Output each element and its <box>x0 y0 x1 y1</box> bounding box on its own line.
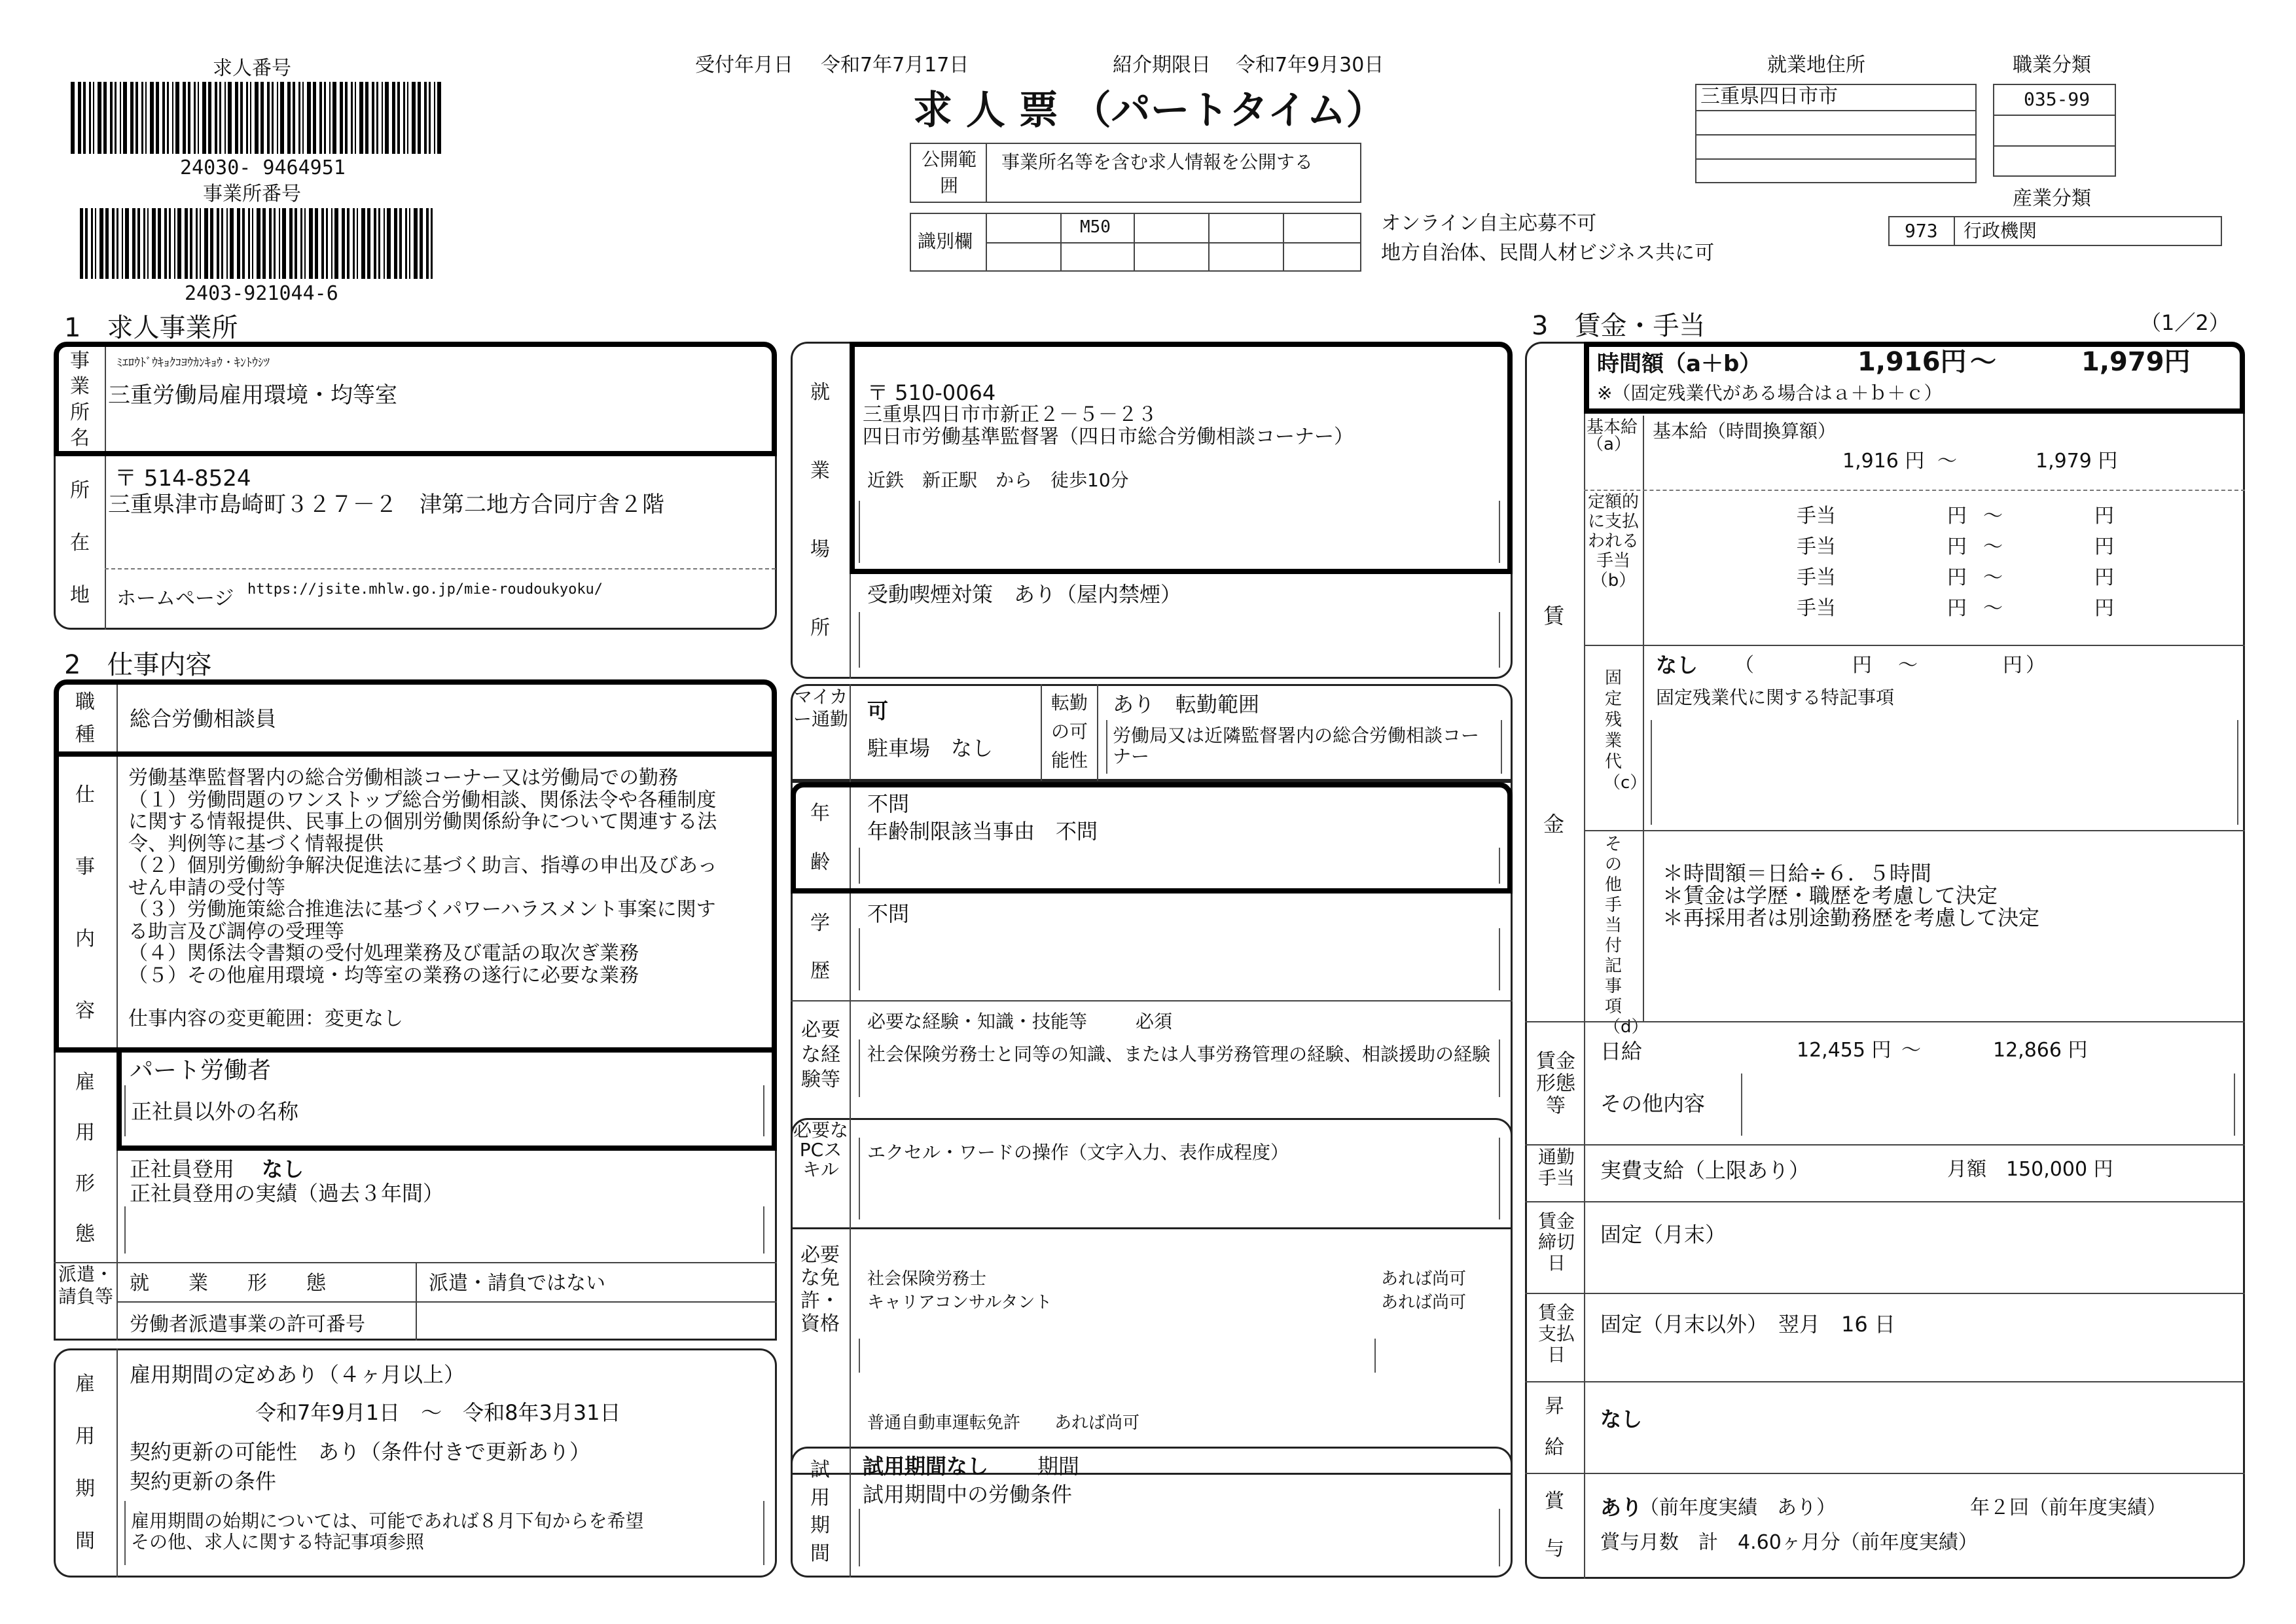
regular-hire-label: 正社員登用 <box>130 1157 235 1182</box>
job-description-line: （２）個別労働紛争解決促進法に基づく助言、指導の申出及びあっ <box>128 854 717 877</box>
other-note-3: ＊再採用者は別途勤務歴を考慮して決定 <box>1662 905 2040 930</box>
commute-allowance-value: 実費支給（上限あり） <box>1600 1158 1810 1183</box>
wage-form-label: 賃金形態等 <box>1536 1050 1575 1117</box>
homepage-label: ホームページ <box>117 587 234 610</box>
section3-heading: 3 賃金・手当 <box>1532 311 1706 341</box>
received-date: 令和7年7月17日 <box>821 54 969 77</box>
workplace-name: 四日市労働基準監督署（四日市総合労働相談コーナー） <box>863 425 1354 448</box>
job-description-line: （５）その他雇用環境・均等室の業務の遂行に必要な業務 <box>128 964 639 987</box>
license-bracket <box>859 1339 1376 1373</box>
education-value: 不問 <box>867 901 910 926</box>
office-number: 2403-921044-6 <box>185 282 338 305</box>
other-allowance-label: その他手当付記事項（d） <box>1604 835 1649 1037</box>
allowance-tilde: ～ <box>1983 535 2003 558</box>
base-pay-label: 基本給（a） <box>1587 418 1638 454</box>
transfer-range: 労働局又は近隣監督署内の総合労働相談コーナー <box>1113 725 1480 767</box>
job-description <box>128 767 717 986</box>
allowance-name: 手当 <box>1797 535 1836 558</box>
job-description-label: 仕 事 内 容 <box>75 784 95 1022</box>
workplace-postal: 〒 510-0064 <box>867 380 996 405</box>
transfer-label: 転勤の可能性 <box>1050 692 1088 771</box>
trial-value: 試用期間なし <box>863 1454 989 1479</box>
bonus-label: 賞 与 <box>1545 1490 1564 1561</box>
daily-tilde: ～ <box>1901 1039 1921 1062</box>
other-content-bracket <box>1741 1074 2235 1136</box>
hourly-tilde: ～ <box>1970 347 1996 377</box>
age-limit: 年齢制限該当事由 不問 <box>867 819 1098 844</box>
bonus-times: 年２回（前年度実績） <box>1970 1496 2166 1519</box>
allowance-name: 手当 <box>1797 505 1836 528</box>
closing-date-label: 賃金締切日 <box>1537 1210 1575 1274</box>
job-description-line: （１）労働問題のワンストップ総合労働相談、関係法令や各種制度 <box>128 788 717 812</box>
fixed-overtime-tilde: ～ <box>1898 654 1918 677</box>
job-class: 035-99 <box>2024 88 2090 110</box>
employment-type: パート労働者 <box>130 1057 272 1084</box>
allowance-name: 手当 <box>1797 597 1836 620</box>
id-label: 識別欄 <box>918 230 973 252</box>
job-change-scope: 仕事内容の変更範囲：変更なし <box>128 1007 403 1030</box>
experience-label: 必要な経験等 <box>801 1019 840 1091</box>
section1-heading: 1 求人事業所 <box>64 313 238 343</box>
employment-period-label: 雇 用 期 間 <box>75 1373 95 1553</box>
industry-name: 行政機関 <box>1964 220 2037 242</box>
regular-hire-value: なし <box>262 1157 304 1182</box>
daily-label: 日給 <box>1600 1039 1643 1064</box>
job-description-line: 令、判例等に基づく情報提供 <box>128 832 384 856</box>
workplace-label: 就 業 場 所 <box>810 381 830 640</box>
employer-name: 三重労働局雇用環境・均等室 <box>108 382 397 408</box>
trial-bracket <box>859 1509 1500 1566</box>
page-indicator: （1／2） <box>2140 310 2230 335</box>
pc-skill-label: 必要なPCスキル <box>793 1119 849 1180</box>
driver-license: 普通自動車運転免許 あれば尚可 <box>867 1413 1140 1433</box>
hourly-max: 1,979円 <box>2081 347 2191 377</box>
age-value: 不問 <box>867 791 910 816</box>
allowance-yen-max: 円 <box>2094 566 2114 589</box>
pc-skill-bracket <box>859 1138 1500 1219</box>
period-range: 令和7年9月1日 ～ 令和8年3月31日 <box>255 1400 621 1425</box>
daily-max: 12,866 円 <box>1993 1039 2088 1062</box>
experience-required: 必須 <box>1136 1011 1173 1032</box>
smoking-bracket <box>859 612 1500 668</box>
base-pay-min: 1,916 円 <box>1842 450 1925 473</box>
hourly-min: 1,916円 <box>1857 347 1967 377</box>
job-description-line: （３）労働施策総合推進法に基づくパワーハラスメント事案に関す <box>128 898 716 921</box>
other-note-1: ＊時間額＝日給÷６．５時間 <box>1662 861 1931 886</box>
allowance-name: 手当 <box>1797 566 1836 589</box>
local-gov-note: 地方自治体、民間人材ビジネス共に可 <box>1381 242 1715 264</box>
job-number: 24030- 9464951 <box>180 156 346 179</box>
office-number-label: 事業所番号 <box>203 183 301 206</box>
license-label: 必要な免許・資格 <box>800 1244 840 1335</box>
closing-date-value: 固定（月末） <box>1600 1222 1727 1247</box>
regular-hire-record: 正社員登用の実績（過去３年間） <box>130 1181 444 1206</box>
car-commute-label: マイカー通勤 <box>793 686 849 730</box>
age-label: 年 齢 <box>810 801 830 874</box>
payday-value: 固定（月末以外） 翌月 16 日 <box>1600 1312 1895 1337</box>
homepage-link[interactable]: https://jsite.mhlw.go.jp/mie-roudoukyoku/ <box>247 581 603 598</box>
work-address: 三重県四日市市 <box>1700 85 1838 108</box>
received-label: 受付年月日 <box>695 54 793 77</box>
deadline-label: 紹介期限日 <box>1113 54 1211 77</box>
section2-heading: 2 仕事内容 <box>64 650 212 680</box>
employer-name-kana: ﾐｴﾛｳﾄﾞｳｷｮｸｺﾖｳｶﾝｷｮｳ・ｷﾝﾄｳｼﾂ <box>117 356 270 370</box>
allowance-yen: 円 <box>1947 535 1967 558</box>
allowance-tilde: ～ <box>1983 566 2003 589</box>
allowance-yen: 円 <box>1947 597 1967 620</box>
transfer-value: あり 転勤範囲 <box>1113 692 1260 717</box>
fixed-overtime-label: 固定残業代（c） <box>1604 668 1647 793</box>
regular-hire-bracket <box>124 1206 764 1254</box>
id-value: M50 <box>1080 217 1111 237</box>
allowance-yen-max: 円 <box>2094 535 2114 558</box>
other-note-2: ＊賃金は学歴・職歴を考慮して決定 <box>1662 883 1998 908</box>
hourly-label: 時間額（a＋b） <box>1597 351 1762 377</box>
bonus-record: （前年度実績 あり） <box>1640 1496 1836 1519</box>
allowance-tilde: ～ <box>1983 597 2003 620</box>
fixed-overtime-value: なし <box>1656 653 1698 677</box>
job-title: 総合労働相談員 <box>130 706 277 731</box>
allowance-yen: 円 <box>1947 566 1967 589</box>
job-description-line: （４）関係法令書類の受付処理業務及び電話の取次ぎ業務 <box>128 942 639 965</box>
trial-conditions: 試用期間中の労働条件 <box>863 1482 1073 1507</box>
workplace-bracket <box>859 501 1500 563</box>
office-number-barcode <box>80 208 437 279</box>
job-description-line: せん申請の受付等 <box>128 876 285 899</box>
address-label: 所 在 地 <box>70 479 90 607</box>
job-description-line: に関する情報提供、民事上の個別労働関係紛争について関連する法 <box>128 810 717 833</box>
fixed-overtime-bracket <box>1651 720 2238 825</box>
dispatch-label: 派遣・請負等 <box>58 1263 113 1307</box>
base-pay-max: 1,979 円 <box>2036 450 2118 473</box>
experience-detail: 社会保険労務士と同等の知識、または人事労務管理の経験、相談援助の経験 <box>867 1043 1491 1065</box>
base-pay-tilde: ～ <box>1937 450 1957 473</box>
allowance-yen-max: 円 <box>2094 505 2114 528</box>
daily-min: 12,455 円 <box>1797 1039 1892 1062</box>
job-class-label: 職業分類 <box>2013 54 2091 77</box>
trial-period-label: 期間 <box>1037 1454 1080 1479</box>
industry-code: 973 <box>1905 220 1938 242</box>
bonus-months: 賞与月数 計 4.60ヶ月分（前年度実績） <box>1600 1531 1978 1554</box>
renewal-possibility: 契約更新の可能性 あり（条件付きで更新あり） <box>130 1439 591 1464</box>
work-form-label: 就 業 形 態 <box>130 1272 326 1295</box>
raise-value: なし <box>1600 1407 1643 1432</box>
document-title: 求 人 票 （パートタイム） <box>913 88 1386 134</box>
dispatch-permit-label: 労働者派遣事業の許可番号 <box>130 1313 365 1336</box>
license-1: 社会保険労務士 <box>867 1269 987 1289</box>
education-label: 学 歴 <box>810 912 830 983</box>
allowance-tilde: ～ <box>1983 505 2003 528</box>
workplace-address: 三重県四日市市新正２－５－２３ <box>863 403 1157 426</box>
hourly-note: ※（固定残業代がある場合はａ＋ｂ＋ｃ） <box>1597 382 1943 404</box>
age-bracket <box>859 848 1500 884</box>
employer-postal: 〒 514-8524 <box>115 465 251 492</box>
employer-name-label: 事 業 所 名 <box>70 349 90 450</box>
industry-label: 産業分類 <box>2013 187 2091 210</box>
bonus-value: あり <box>1600 1495 1643 1520</box>
license-1-note: あれば尚可 <box>1381 1269 1467 1289</box>
publication-label: 公開範囲 <box>921 149 977 196</box>
license-2: キャリアコンサルタント <box>867 1293 1052 1312</box>
job-number-barcode <box>71 82 444 154</box>
wage-label: 賃 金 <box>1543 604 1564 837</box>
work-address-label: 就業地住所 <box>1767 54 1865 77</box>
employer-address: 三重県津市島崎町３２７－２ 津第二地方合同庁舎２階 <box>108 492 664 518</box>
pc-skill-value: エクセル・ワードの操作（文字入力、表作成程度） <box>867 1142 1289 1163</box>
industry-box <box>1888 216 2222 246</box>
allowance-yen: 円 <box>1947 505 1967 528</box>
period-defined: 雇用期間の定めあり（４ヶ月以上） <box>130 1362 465 1387</box>
job-title-label: 職 種 <box>75 691 95 746</box>
fixed-overtime-yen-2: 円 <box>2003 654 2022 677</box>
deadline-date: 令和7年9月30日 <box>1236 54 1384 77</box>
period-note-2: その他、求人に関する特記事項参照 <box>131 1531 425 1553</box>
publication-value: 事業所名等を含む求人情報を公開する <box>1001 151 1314 173</box>
work-form-value: 派遣・請負ではない <box>429 1272 605 1295</box>
parking: 駐車場 なし <box>867 736 994 761</box>
fixed-overtime-yen: 円 <box>1852 654 1872 677</box>
period-note-1: 雇用期間の始期については、可能であれば８月下旬からを希望 <box>131 1510 644 1532</box>
commute-allowance-max: 月額 150,000 円 <box>1947 1158 2113 1181</box>
fixed-overtime-note: 固定残業代に関する特記事項 <box>1656 687 1895 708</box>
renewal-conditions: 契約更新の条件 <box>130 1469 277 1494</box>
education-bracket <box>859 928 1500 990</box>
job-description-line: 労働基準監督署内の総合労働相談コーナー又は労働局での勤務 <box>128 767 678 789</box>
license-2-note: あれば尚可 <box>1381 1293 1467 1312</box>
commute-allowance-label: 通勤手当 <box>1537 1146 1575 1189</box>
online-note: オンライン自主応募不可 <box>1381 212 1597 235</box>
car-commute-value: 可 <box>867 698 889 723</box>
base-pay-title: 基本給（時間換算額） <box>1653 420 1837 442</box>
allowance-yen-max: 円 <box>2094 597 2114 620</box>
job-description-line: る助言及び調停の受理等 <box>128 920 344 943</box>
workplace-access: 近鉄 新正駅 から 徒歩10分 <box>867 469 1129 491</box>
smoking-policy: 受動喫煙対策 あり（屋内禁煙） <box>867 582 1182 607</box>
non-regular-name: 正社員以外の名称 <box>131 1099 299 1124</box>
payday-label: 賃金支払日 <box>1537 1302 1575 1365</box>
job-number-label: 求人番号 <box>213 57 291 80</box>
experience-header: 必要な経験・知識・技能等 <box>867 1011 1088 1032</box>
other-content-label: その他内容 <box>1600 1091 1706 1116</box>
employment-type-label: 雇 用 形 態 <box>75 1070 95 1246</box>
trial-label: 試 用 期 間 <box>810 1458 830 1565</box>
allowance-label: 定額的に支払われる手当（b） <box>1587 492 1639 590</box>
raise-label: 昇 給 <box>1545 1395 1564 1459</box>
